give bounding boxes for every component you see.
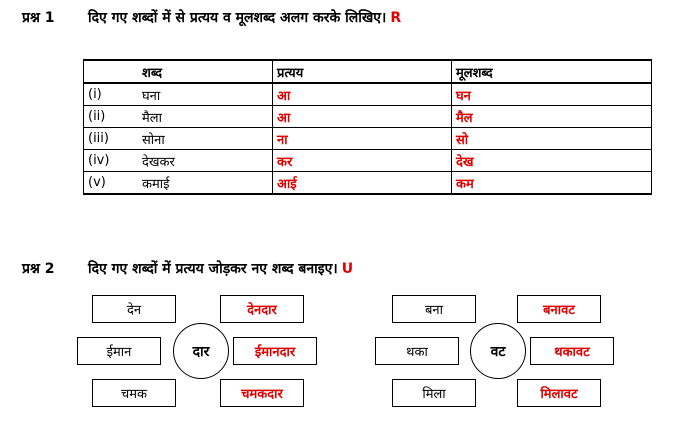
suffix-table: [83, 59, 652, 195]
table-row: [84, 150, 652, 172]
diagram1-output-3: चमकदार: [220, 379, 304, 407]
table-row: [84, 128, 652, 150]
diagram1-input-3: चमक: [92, 379, 176, 407]
row-suffix: ना: [273, 128, 452, 150]
question-1: [22, 8, 401, 27]
row-root: मैल: [452, 106, 652, 128]
table-row: [84, 172, 652, 195]
row-root: देख: [452, 150, 652, 172]
row-word: कमाई: [138, 172, 273, 195]
diagram2-output-3: मिलावट: [517, 379, 601, 407]
header-root: मूलशब्द: [452, 60, 652, 83]
row-suffix: आ: [273, 83, 452, 106]
diagram1-output-2: ईमानदार: [233, 337, 317, 365]
row-index: (ii): [84, 106, 139, 128]
row-index: (iv): [84, 150, 139, 172]
diagram2-output-2: थकावट: [530, 337, 614, 365]
diagram1-input-2: ईमान: [77, 337, 161, 365]
row-suffix: आ: [273, 106, 452, 128]
row-root: सो: [452, 128, 652, 150]
question-1-text: दिए गए शब्दों में से प्रत्यय व मूलशब्द अलग करके लिखिए।: [88, 10, 387, 26]
row-index: (i): [84, 83, 139, 106]
row-index: (iii): [84, 128, 139, 150]
header-suffix: प्रत्यय: [273, 60, 452, 83]
diagram1-output-1: देनदार: [220, 295, 304, 323]
question-1-grade: R: [390, 10, 402, 26]
row-suffix: कर: [273, 150, 452, 172]
header-index: [84, 60, 139, 83]
table-row: [84, 83, 652, 106]
question-1-number: प्रश्न 1: [22, 10, 55, 26]
row-word: सोना: [138, 128, 273, 150]
row-word: देखकर: [138, 150, 273, 172]
diagram2-input-2: थका: [375, 337, 459, 365]
row-suffix: आई: [273, 172, 452, 195]
question-2: [22, 259, 353, 278]
table-header-row: [84, 60, 652, 83]
row-root: कम: [452, 172, 652, 195]
row-index: (v): [84, 172, 139, 195]
header-word: शब्द: [138, 60, 273, 83]
diagram1-suffix-circle: दार: [173, 323, 229, 379]
table-row: [84, 106, 652, 128]
row-root: घन: [452, 83, 652, 106]
row-word: घना: [138, 83, 273, 106]
question-2-number: प्रश्न 2: [22, 261, 55, 277]
diagram2-suffix-circle: वट: [470, 323, 526, 379]
row-word: मैला: [138, 106, 273, 128]
diagram2-input-3: मिला: [392, 379, 476, 407]
diagram1-input-1: देन: [92, 295, 176, 323]
question-2-text: दिए गए शब्दों में प्रत्यय जोड़कर नए शब्द बनाइए।: [88, 261, 338, 277]
diagram2-output-1: बनावट: [517, 295, 601, 323]
diagram2-input-1: बना: [392, 295, 476, 323]
question-2-grade: U: [341, 261, 354, 277]
